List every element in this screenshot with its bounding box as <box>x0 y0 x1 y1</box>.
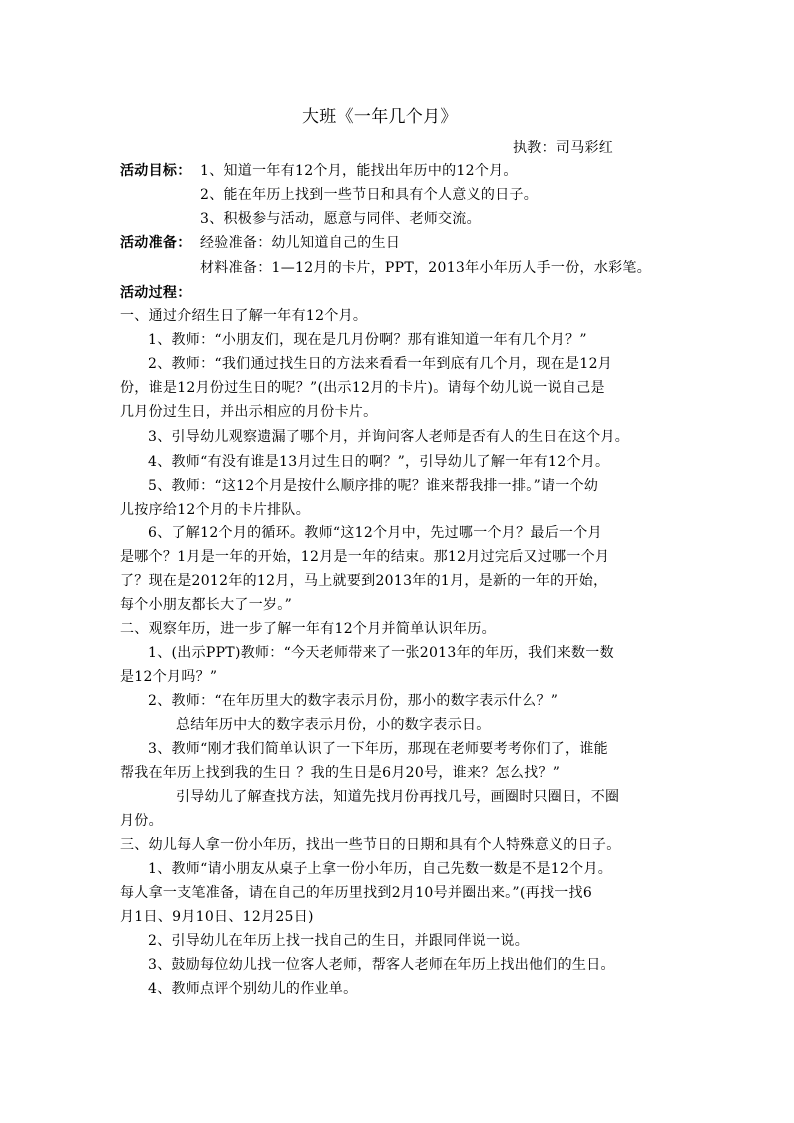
section-heading: 三、幼儿每人拿一份小年历，找出一些节日的日期和具有个人特殊意义的日子。 <box>120 837 621 853</box>
body-line: 3、引导幼儿观察遗漏了哪个月，并询问客人老师是否有人的生日在这个月。 <box>148 429 630 445</box>
body-line: 份，谁是12月份过生日的呢？”(出示12月的卡片)。请每个幼儿说一说自己是 <box>120 380 605 396</box>
body-line: 1、教师：“小朋友们，现在是几月份啊？那有谁知道一年有几个月？” <box>148 332 587 348</box>
teacher-name: 执教：司马彩红 <box>513 140 614 156</box>
section-heading: 一、通过介绍生日了解一年有12个月。 <box>120 308 368 324</box>
prep-label: 活动准备： <box>120 235 192 251</box>
body-line: 5、教师：“这12个月是按什么顺序排的呢？谁来帮我排一排。”请一个幼 <box>148 478 599 494</box>
body-line: 是12个月吗？” <box>120 669 218 685</box>
body-line: 了？现在是2012年的12月，马上就要到2013年的1月，是新的一年的开始， <box>120 573 608 589</box>
body-line: 4、教师点评个别幼儿的作业单。 <box>148 981 358 997</box>
body-line: 2、教师：“在年历里大的数字表示月份，那小的数字表示什么？” <box>148 693 559 709</box>
body-line: 帮我在年历上找到我的生日 ？我的生日是6月20号，谁来？怎么找？” <box>120 765 561 781</box>
document-title: 大班《一年几个月》 <box>302 107 458 127</box>
goal-item: 1、知道一年有12个月，能找出年历中的12个月。 <box>200 163 518 179</box>
body-line: 3、鼓励每位幼儿找一位客人老师，帮客人老师在年历上找出他们的生日。 <box>148 957 615 973</box>
section-heading: 二、观察年历，进一步了解一年有12个月并简单认识年历。 <box>120 621 496 637</box>
goal-item: 3、积极参与活动，愿意与同伴、老师交流。 <box>200 211 481 227</box>
body-line: 几月份过生日，并出示相应的月份卡片。 <box>120 404 378 420</box>
body-line: 月份。 <box>120 813 163 829</box>
goals-label: 活动目标： <box>120 163 192 179</box>
body-line: 每个小朋友都长大了一岁。” <box>120 597 293 613</box>
goal-item: 2、能在年历上找到一些节日和具有个人意义的日子。 <box>200 187 539 203</box>
body-line: 2、引导幼儿在年历上找一找自己的生日，并跟同伴说一说。 <box>148 933 530 949</box>
body-line: 4、教师“有没有谁是13月过生日的啊？”，引导幼儿了解一年有12个月。 <box>148 454 610 470</box>
body-line: 3、教师“刚才我们简单认识了一下年历，那现在老师要考考你们了，谁能 <box>148 741 608 757</box>
body-line: 月1日、9月10日、12月25日) <box>120 909 314 925</box>
body-line: 2、教师：“我们通过找生日的方法来看看一年到底有几个月，现在是12月 <box>148 356 613 372</box>
body-line: 1、教师“请小朋友从桌子上拿一份小年历，自己先数一数是不是12个月。 <box>148 861 613 877</box>
body-line: 1、(出示PPT)教师：“今天老师带来了一张2013年的年历，我们来数一数 <box>148 645 614 661</box>
prep-item: 经验准备：幼儿知道自己的生日 <box>200 235 401 251</box>
process-label: 活动过程： <box>120 285 192 301</box>
body-line: 6、了解12个月的循环。教师“这12个月中，先过哪一个月？最后一个月 <box>148 525 602 541</box>
body-line: 儿按序给12个月的卡片排队。 <box>120 502 311 518</box>
body-line: 每人拿一支笔准备，请在自己的年历里找到2月10号并圈出来。”(再找一找6 <box>120 885 593 901</box>
body-line: 总结年历中大的数字表示月份，小的数字表示日。 <box>176 717 491 733</box>
body-line: 是哪个？1月是一年的开始，12月是一年的结束。那12月过完后又过哪一个月 <box>120 549 610 565</box>
body-line: 引导幼儿了解查找方法，知道先找月份再找几号，画圈时只圈日，不圈 <box>176 789 620 805</box>
prep-item: 材料准备：1—12月的卡片，PPT，2013年小年历人手一份，水彩笔。 <box>200 260 652 276</box>
